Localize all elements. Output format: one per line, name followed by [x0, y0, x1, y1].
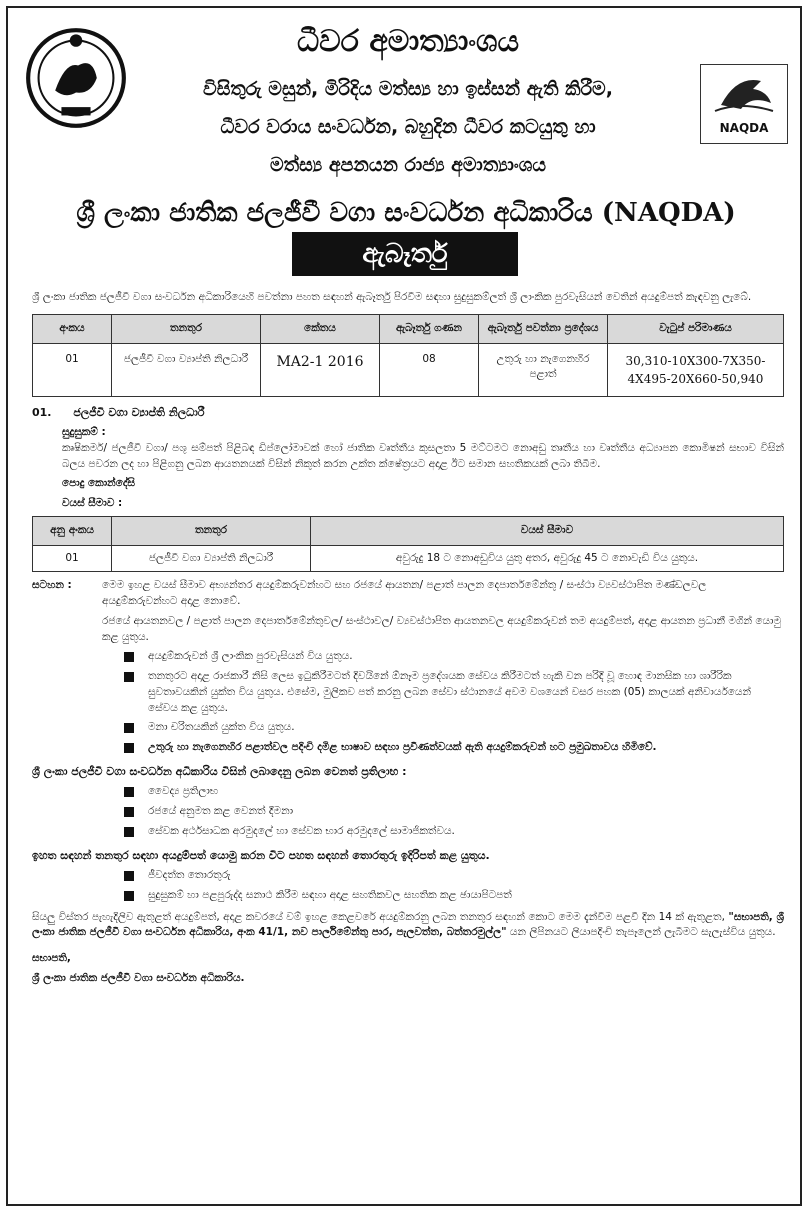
header [8, 8, 804, 248]
list-item: උතුරු හා නැගෙනහිර පළාත්වල පදිංචි දමිළ භාෂාව සඳහා ප්‍රවීණත්වයක් ඇති අයදුම්කරුවන් හට ප්‍රමුඛතාවය හිමිවේ. [124, 740, 784, 756]
col-vacancies: ඇබෑර්තු ගණන [380, 314, 479, 343]
naqda-logo-icon [701, 65, 787, 121]
cell-serial: 01 [33, 545, 112, 572]
table-row [33, 343, 784, 396]
age-table [32, 516, 784, 573]
age-table-header [33, 516, 784, 545]
col-age-limit: වයස් සීමාව [311, 516, 784, 545]
main-content [32, 290, 784, 987]
col-serial: අනු අංකය [33, 516, 112, 545]
list-item: සුදුසුකම් හා පළපුරුද්ද සනාථ කිරීම සඳහා අදාළ සහතිකවල සහතික කළ ඡායාපිටපත් [124, 888, 784, 904]
note-label: සටහන : [32, 579, 72, 592]
col-number: අංකය [33, 314, 112, 343]
signature-org: ශ්‍රී ලංකා ජාතික ජලජීවී වගා සංවර්ධන අධිකාරිය. [32, 971, 245, 984]
qualifications-label: සුදුසුකම් : [62, 426, 106, 438]
list-item: අයදුම්කරුවන් ශ්‍රී ලාංකික පුරවැසියන් විය යුතුය. [124, 649, 784, 665]
naqda-logo [700, 64, 788, 144]
sri-lanka-emblem-icon [24, 26, 128, 130]
cell-vacancies: 08 [380, 343, 479, 396]
cell-post: ජලජීවී වගා ව්‍යාප්ති නිලධාරී [112, 343, 261, 396]
intro-text: ශ්‍රී ලංකා ජාතික ජලජීවී වගා සංවර්ධන අධිකාරියෙහි පවත්නා පහත සඳහන් ඇබෑර්තු පිරවීම සඳහා සුදුසුකම්ලත් ශ්‍රී ලාංකික පුරවැසියන් වෙතින් අයදුම්පත් කැඳවනු ලැබේ. [32, 291, 752, 303]
square-bullet-icon [124, 827, 134, 837]
closing-text: සියලු විස්තර පැහැදිලිව ඇතුළත් අයදුම්පත්, අදාළ කවරයේ වම් ඉහළ කෙළවරේ අයදුම්කරනු ලබන තනතුර සඳහන් කොට මෙම දැන්වීම පළවී දින 14 ක් ඇතුළත, [32, 910, 725, 923]
authority-title: ශ්‍රී ලංකා ජාතික ජලජීවී වගා සංවර්ධන අධිකාරිය (NAQDA) [76, 198, 736, 228]
list-item: ජීවදත්ත තොරතුරු [124, 868, 784, 884]
benefits-title: ශ්‍රී ලංකා ජලජීවී වගා සංවර්ධන අධිකාරිය විසින් ලබාදෙනු ලබන වෙනත් ප්‍රතිලාභ : [32, 764, 407, 778]
general-conditions-label: පොදු කොන්දේසි [62, 477, 136, 490]
naqda-logo-text: NAQDA [719, 121, 769, 135]
table-row [33, 545, 784, 572]
advertisement-frame [6, 6, 802, 1206]
age-limit-label: වයස් සීමාව : [62, 497, 123, 509]
state-ministry-line-2: ධීවර වරාය සංවර්ධන, බහුදින ධීවර කටයුතු හා [220, 116, 596, 138]
note-body [102, 578, 784, 645]
cell-post: ජලජීවී වගා ව්‍යාප්ති නිලධාරී [112, 545, 311, 572]
square-bullet-icon [124, 723, 134, 733]
list-item: රජයේ අනුමත කළ වෙනත් දීමනා [124, 804, 784, 820]
vacancy-table-header [33, 314, 784, 343]
col-area: ඇබෑර්තු පවත්නා ප්‍රදේශය [479, 314, 608, 343]
vacancy-table [32, 314, 784, 397]
section-heading [32, 405, 784, 422]
cell-age-limit: අවුරුදු 18 ට නොඅඩුවිය යුතු අතර, අවුරුදු 45 ට නොවැඩි විය යුතුය. [311, 545, 784, 572]
note-para-1: මෙම ඉහළ වයස් සීමාව අභ්‍යන්තර අයදුම්කරුවන්හට සහ රජයේ ආයතන/ පළාත් පාලන දෙපාර්තමේන්තු / සංස්ථා ව්‍යවස්ථාපිත මණ්ඩලවල අයදුම්කරුවන්හට අදාළ නොවේ. [102, 579, 707, 607]
square-bullet-icon [124, 652, 134, 662]
cell-number: 01 [33, 343, 112, 396]
ministry-title: ධීවර අමාත්‍යාංශය [296, 24, 520, 59]
application-title: ඉහත සඳහන් තනතුර සඳහා අයදුම්පත් යොමු කරන විට පහත සඳහන් තොරතුරු ඉදිරිපත් කළ යුතුය. [32, 848, 490, 862]
qualifications-text: කෘෂිකර්ම/ ජලජීවී වගා/ පශු සම්පත් පිළිබඳ ඩිප්ලෝමාවක් හෝ ජාතික වෘත්තීය කුසලතා 5 මට්ටමට නොඅඩු තෘතීය හා වෘත්තීය අධ්‍යාපන කොමිෂන් සභාව විසින් බලය පවරන ලද හා පිළිගනු ලබන ආයතනයක් විසින් නිකුත් කරන උක්ත ක්ෂේත්‍රයට අදාළ ඊට සමාන සහතිකයක් ලබා තිබීම. [62, 441, 784, 470]
square-bullet-icon [124, 787, 134, 797]
square-bullet-icon [124, 891, 134, 901]
square-bullet-icon [124, 672, 134, 682]
closing-tail: යන ලිපිනයට ලියාපදිංචි තැපෑලෙන් ලැබීමට සැලැස්විය යුතුය. [509, 926, 776, 939]
col-post: තනතුර [112, 314, 261, 343]
closing-paragraph [32, 910, 784, 942]
state-ministry-line-3: මත්ස්‍ය අපනයන රාජ්‍ය අමාත්‍යාංශය [270, 154, 546, 176]
col-code: කේතය [261, 314, 380, 343]
list-item: මනා චරිතයකින් යුක්ත විය යුතුය. [124, 720, 784, 736]
state-ministry-line-1: විසිතුරු මසුන්, මිරිදිය මත්ස්‍ය හා ඉස්සන් ඇති කිරීම, [203, 78, 613, 100]
list-item: සේවක අර්ථසාධක අරමුදලේ හා සේවක භාර අරමුදලේ සාමාජිකත්වය. [124, 824, 784, 840]
note-para-2: රජයේ ආයතනවල / පළාත් පාලන දෙපාර්තමේන්තුවල/ සංස්ථාවල/ ව්‍යවස්ථාපිත ආයතනවල අයදුම්කරුවන් තම අයදුම්පත්, අදාළ ආයතන ප්‍රධානී මගින් යොමු කළ යුතුය. [102, 614, 782, 643]
square-bullet-icon [124, 871, 134, 881]
cell-area: උතුරු හා නැගෙනහිර පළාත් [479, 343, 608, 396]
section-title: ජලජීවී වගා ව්‍යාප්ති නිලධාරී [73, 405, 205, 419]
square-bullet-icon [124, 807, 134, 817]
col-salary: වැටුප් පරිමාණය [608, 314, 784, 343]
note-block [32, 578, 784, 645]
cell-salary: 30,310-10X300-7X350-4X495-20X660-50,940 [608, 343, 784, 396]
advertisement-label: ඇබෑර්තු [292, 232, 518, 276]
col-post: තනතුර [112, 516, 311, 545]
section-number: 01. [32, 405, 52, 419]
cell-code: MA2-1 2016 [261, 343, 380, 396]
square-bullet-icon [124, 743, 134, 753]
signature-title: සභාපති, [32, 952, 71, 964]
list-item: තනතුරට අදාළ රාජකාරී නිසි ලෙස ඉටුකිරීමටත් දිවයිනේ ඕනෑම ප්‍රදේශයක සේවය කිරීමටත් හැකි වන පරිදි වූ හොඳ මානසික හා ශාරීරික සුවතාවයකින් යුක්ත විය යුතුය. එසේම, මුලිකව පත් කරනු ලබන සේවා ස්ථානයේ අවම වශයෙන් වසර පහක (05) කාලයක් අනිවාර්යයෙන් සේවය කළ යුතුය. [124, 669, 784, 716]
address-text: "සභාපති, ශ්‍රී ලංකා ජාතික ජලජීවී වගා සංවර්ධන අධිකාරිය, අංක 41/1, නව පාර්ලිමේන්තු පාර, පැලවත්ත, බත්තරමුල්ල" [32, 910, 784, 939]
list-item: වෛද්‍ය ප්‍රතිලාභ [124, 784, 784, 800]
